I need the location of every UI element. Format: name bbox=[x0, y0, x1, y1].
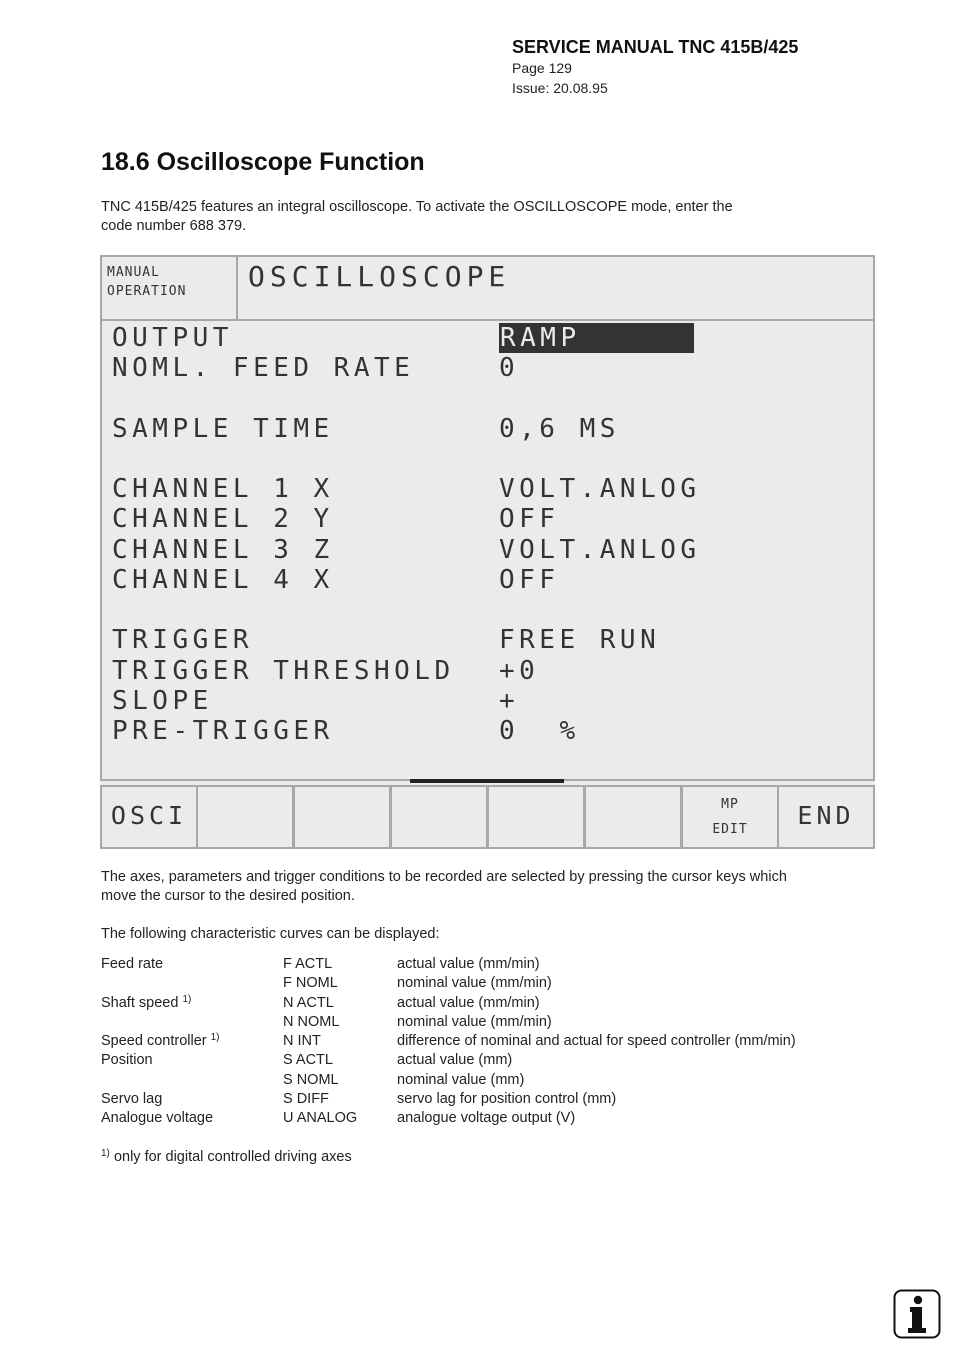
curves-intro: The following characteristic curves can be displayed: bbox=[101, 926, 440, 942]
mode-box bbox=[100, 255, 238, 321]
softkey-osci[interactable] bbox=[100, 785, 198, 849]
param-label-slope: SLOPE bbox=[112, 686, 213, 716]
curve-desc: actual value (mm) bbox=[397, 1052, 513, 1069]
softkey-mp-edit[interactable] bbox=[681, 785, 779, 849]
param-label-channel-2: CHANNEL 2 Y bbox=[112, 504, 334, 534]
param-value-channel-3[interactable]: VOLT.ANLOG bbox=[499, 535, 701, 565]
curve-code: N ACTL bbox=[283, 994, 334, 1011]
screen-title-box bbox=[236, 255, 875, 321]
manual-title: SERVICE MANUAL TNC 415B/425 bbox=[512, 37, 799, 57]
softkey-label: OSCI bbox=[110, 801, 188, 830]
mode-line: OPERATION bbox=[107, 284, 187, 299]
curve-code: F NOML bbox=[283, 975, 338, 992]
param-value-feed-rate[interactable]: 0 bbox=[499, 353, 520, 383]
issue-date: Issue: 20.08.95 bbox=[512, 80, 608, 96]
curve-code: N NOML bbox=[283, 1013, 340, 1030]
mode-line: MANUAL bbox=[107, 265, 160, 280]
curve-desc: difference of nominal and actual for speed controller (mm/min) bbox=[397, 1033, 796, 1050]
softkey-label: END bbox=[797, 801, 855, 830]
tnc-screen bbox=[100, 255, 875, 849]
param-value-sample-time[interactable]: 0,6 MS bbox=[499, 414, 620, 444]
paragraph-line: move the cursor to the desired position. bbox=[101, 888, 355, 904]
softkey-empty[interactable] bbox=[196, 785, 294, 849]
softkey-empty[interactable] bbox=[293, 785, 391, 849]
paragraph-line: The axes, parameters and trigger conditions to be recorded are selected by pressing the cursor keys which bbox=[101, 869, 787, 885]
param-label-sample-time: SAMPLE TIME bbox=[112, 414, 334, 444]
curve-desc: actual value (mm/min) bbox=[397, 994, 540, 1011]
cursor-highlight[interactable]: RAMP bbox=[499, 323, 694, 353]
curve-desc: analogue voltage output (V) bbox=[397, 1110, 576, 1127]
parameter-panel bbox=[100, 319, 875, 781]
softkey-empty[interactable] bbox=[390, 785, 488, 849]
intro-line: TNC 415B/425 features an integral oscilloscope. To activate the OSCILLOSCOPE mode, enter the bbox=[101, 199, 733, 215]
curve-code: S DIFF bbox=[283, 1091, 329, 1108]
param-label-output: OUTPUT bbox=[112, 323, 233, 353]
softkey-empty[interactable] bbox=[487, 785, 585, 849]
intro-line: code number 688 379. bbox=[101, 218, 247, 234]
curve-code: F ACTL bbox=[283, 956, 333, 972]
param-label-trigger-threshold: TRIGGER THRESHOLD bbox=[112, 656, 455, 686]
curve-name: Shaft speed $^{1)}$ bbox=[101, 993, 192, 1011]
param-label-channel-4: CHANNEL 4 X bbox=[112, 565, 334, 595]
param-label-channel-3: CHANNEL 3 Z bbox=[112, 535, 334, 565]
operating-mode-label bbox=[107, 263, 186, 301]
param-value-channel-1[interactable]: VOLT.ANLOG bbox=[499, 474, 701, 504]
page-header bbox=[512, 36, 798, 98]
param-label-trigger: TRIGGER bbox=[112, 625, 254, 655]
curve-desc: nominal value (mm/min) bbox=[397, 1013, 552, 1030]
curve-code: U ANALOG bbox=[283, 1110, 358, 1127]
param-value-output[interactable] bbox=[499, 323, 694, 353]
param-label-pre-trigger: PRE-TRIGGER bbox=[112, 716, 334, 746]
curve-code: N INT bbox=[283, 1033, 321, 1050]
curve-name: Feed rate bbox=[101, 956, 164, 972]
curve-code: S NOML bbox=[283, 1071, 339, 1088]
footnote-ref: 1) bbox=[210, 1032, 220, 1044]
param-value-pre-trigger[interactable]: 0 % bbox=[499, 716, 580, 746]
curve-name: Position bbox=[101, 1052, 153, 1069]
curve-name: Analogue voltage bbox=[101, 1110, 214, 1127]
softkey-page-indicator bbox=[410, 779, 564, 783]
param-label-feed-rate: NOML. FEED RATE bbox=[112, 353, 415, 383]
axes-paragraph bbox=[101, 868, 891, 906]
intro-paragraph bbox=[101, 198, 821, 236]
footnote-mark: 1) bbox=[101, 1148, 110, 1159]
curve-desc: nominal value (mm/min) bbox=[397, 975, 552, 992]
param-value-channel-4[interactable]: OFF bbox=[499, 565, 560, 595]
curve-desc: actual value (mm/min) bbox=[397, 956, 540, 972]
footnote-text: only for digital controlled driving axes bbox=[113, 1149, 352, 1165]
softkey-end[interactable] bbox=[777, 785, 875, 849]
param-value-trigger[interactable]: FREE RUN bbox=[499, 625, 661, 655]
softkey-empty[interactable] bbox=[584, 785, 682, 849]
screen-title: OSCILLOSCOPE bbox=[248, 260, 511, 293]
param-value-channel-2[interactable]: OFF bbox=[499, 504, 560, 534]
softkey-label: MP bbox=[721, 797, 739, 812]
param-value-slope[interactable]: + bbox=[499, 686, 520, 716]
footnote-ref: 1) bbox=[182, 993, 192, 1005]
curve-desc: servo lag for position control (mm) bbox=[397, 1091, 617, 1108]
page-number: Page 129 bbox=[512, 60, 572, 76]
curve-name: Speed controller $^{1)}$ bbox=[101, 1032, 220, 1050]
curve-code: S ACTL bbox=[283, 1052, 333, 1069]
curve-desc: nominal value (mm) bbox=[397, 1071, 525, 1088]
footnote bbox=[101, 1148, 352, 1167]
curve-name: Servo lag bbox=[101, 1091, 163, 1108]
info-icon bbox=[893, 1289, 941, 1339]
softkey-row bbox=[100, 785, 875, 849]
param-label-channel-1: CHANNEL 1 X bbox=[112, 474, 334, 504]
param-value-trigger-threshold[interactable]: +0 bbox=[499, 656, 540, 686]
section-title: 18.6 Oscilloscope Function bbox=[101, 148, 425, 176]
softkey-label: EDIT bbox=[712, 822, 748, 837]
